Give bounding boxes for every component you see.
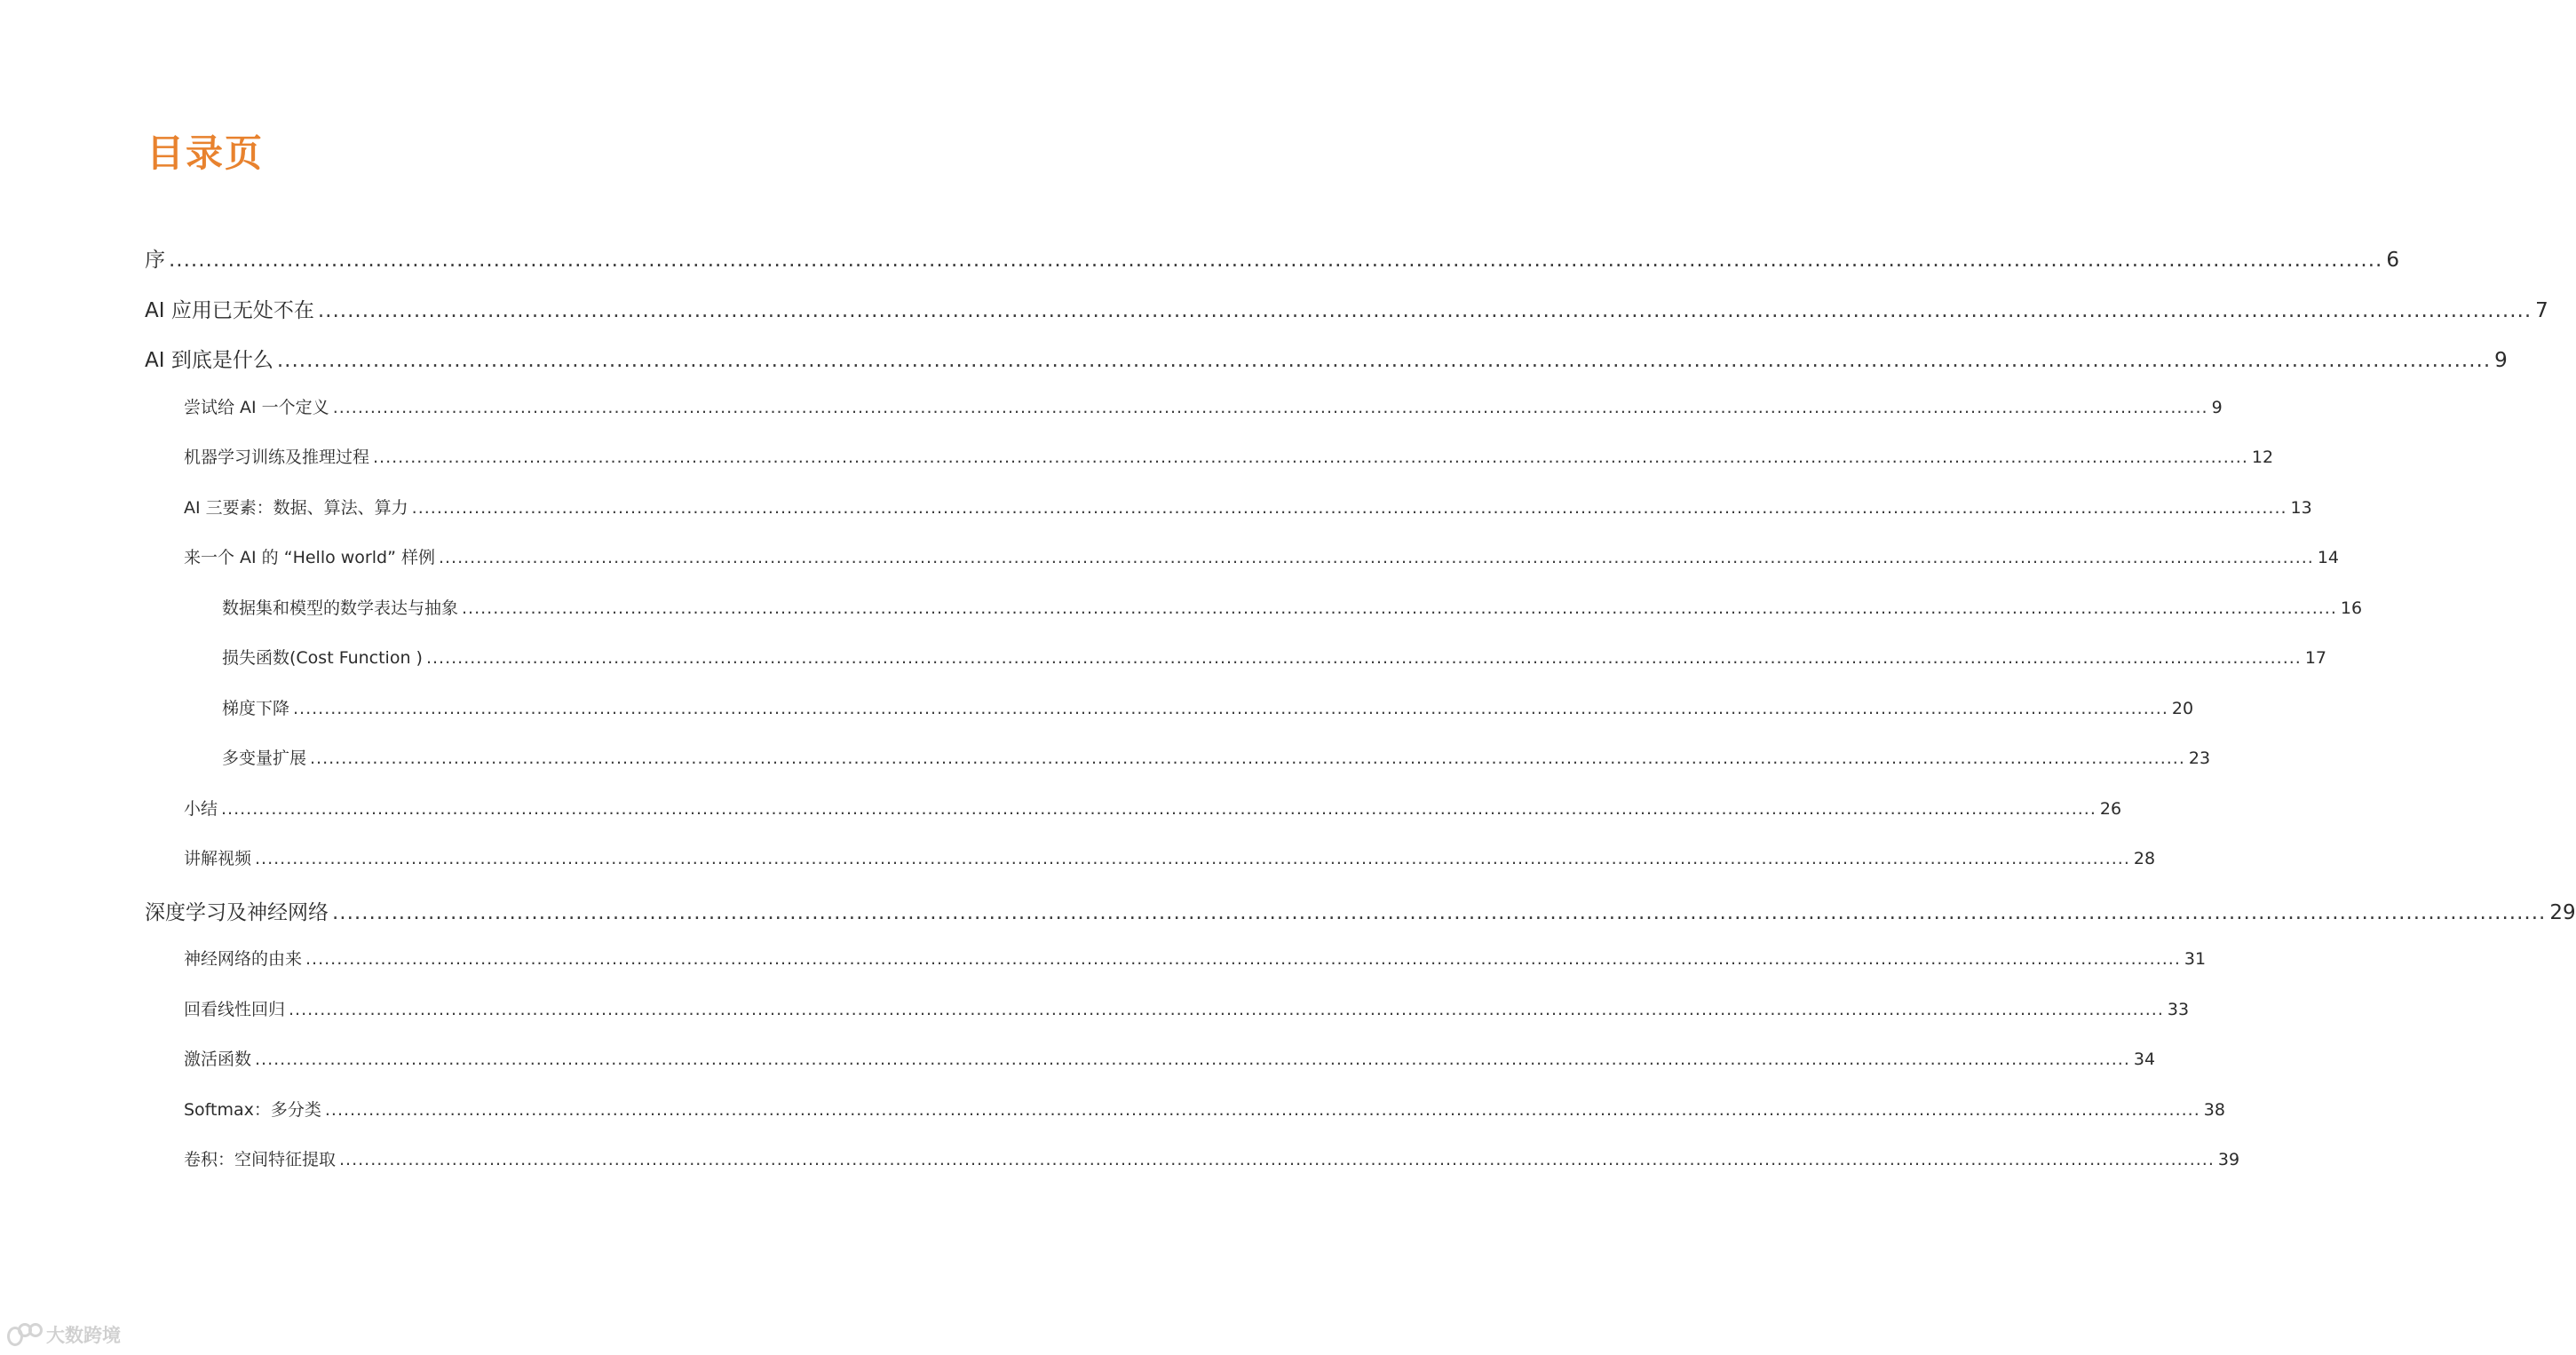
toc-entry[interactable] [184,796,2122,820]
dot-leader: ............................................................................................................................................................................................................................................................................................................ [339,1150,2215,1169]
toc-entry-label: 卷积：空间特征提取 [184,1150,337,1169]
dot-leader: ............................................................................................................................................................................................................................................................................................................ [332,398,2208,417]
toc-entry-page-number: 26 [2099,799,2122,819]
toc-entry[interactable] [184,444,2274,468]
toc-entry-label: 机器学习训练及推理过程 [184,448,370,467]
dot-leader: ............................................................................................................................................................................................................................................................................................................ [293,699,2168,718]
dot-leader: ............................................................................................................................................................................................................................................................................................................ [438,548,2314,567]
dot-leader: ............................................................................................................................................................................................................................................................................................................ [276,349,2492,372]
toc-entry[interactable] [184,394,2223,418]
toc-entry-label: 激活函数 [184,1050,252,1069]
toc-entry-label: 梯度下降 [222,699,290,718]
toc-entry[interactable] [145,294,2548,323]
toc-entry[interactable] [145,896,2576,925]
toc-entry-page-number: 13 [2290,498,2312,518]
toc-entry-label: 深度学习及神经网络 [145,901,329,924]
toc-entry[interactable] [222,745,2211,769]
dot-leader: ............................................................................................................................................................................................................................................................................................................ [317,299,2532,322]
toc-entry-label: Softmax：多分类 [184,1100,321,1120]
toc-entry-page-number: 17 [2304,648,2327,668]
toc-entry-page-number: 29 [2549,901,2576,924]
toc-entry-page-number: 28 [2133,849,2156,868]
toc-entry-page-number: 16 [2340,598,2363,618]
toc-entry[interactable] [222,595,2363,619]
dot-leader: ............................................................................................................................................................................................................................................................................................................ [462,598,2337,618]
toc-entry[interactable] [184,946,2207,970]
toc-entry[interactable] [222,645,2327,669]
toc-entry-label: 数据集和模型的数学表达与抽象 [222,598,459,618]
toc-entry-label: 损失函数(Cost Function ) [222,648,423,668]
dot-leader: ............................................................................................................................................................................................................................................................................................................ [373,448,2248,467]
dot-leader: ............................................................................................................................................................................................................................................................................................................ [324,1100,2200,1120]
toc-entry-page-number: 31 [2184,949,2207,969]
toc-entry-page-number: 9 [2211,398,2223,417]
watermark-text: 大数跨境 [46,1325,121,1346]
toc-entry-label: 多变量扩展 [222,749,307,768]
toc-entry-label: 尝试给 AI 一个定义 [184,398,329,417]
toc-entry-page-number: 23 [2188,749,2211,768]
dot-leader: ............................................................................................................................................................................................................................................................................................................ [332,901,2547,924]
toc-entry-page-number: 33 [2167,1000,2190,1019]
toc-entry[interactable] [184,996,2190,1020]
toc-entry-page-number: 39 [2217,1150,2240,1169]
dot-leader: ............................................................................................................................................................................................................................................................................................................ [255,1050,2130,1069]
toc-entry-label: 讲解视频 [184,849,252,868]
toc-entry-label: 序 [145,249,165,272]
toc-entry-label: AI 三要素：数据、算法、算力 [184,498,408,518]
toc-entry-label: 来一个 AI 的 “Hello world” 样例 [184,548,435,567]
toc-entry[interactable] [184,495,2312,519]
dot-leader: ............................................................................................................................................................................................................................................................................................................ [255,849,2130,868]
toc-entry[interactable] [184,845,2156,869]
dot-leader: ............................................................................................................................................................................................................................................................................................................ [425,648,2302,668]
watermark [7,1321,121,1348]
toc-entry[interactable] [145,344,2508,373]
logo-icon [7,1323,41,1346]
dot-leader: ............................................................................................................................................................................................................................................................................................................ [221,799,2096,819]
toc-entry-page-number: 38 [2203,1100,2225,1120]
toc-entry-label: AI 应用已无处不在 [145,299,314,322]
dot-leader: ............................................................................................................................................................................................................................................................................................................ [411,498,2287,518]
toc-entry[interactable] [184,1097,2225,1121]
dot-leader: ............................................................................................................................................................................................................................................................................................................ [305,949,2181,969]
toc-entry[interactable] [184,544,2340,568]
toc-entry-page-number: 9 [2494,349,2508,372]
toc-entry-page-number: 12 [2251,448,2274,467]
toc-entry[interactable] [184,1046,2156,1070]
toc-entry[interactable] [145,243,2399,273]
toc-entry-page-number: 14 [2317,548,2340,567]
toc-entry-page-number: 34 [2133,1050,2156,1069]
dot-leader: ............................................................................................................................................................................................................................................................................................................ [289,1000,2164,1019]
dot-leader: ............................................................................................................................................................................................................................................................................................................ [310,749,2185,768]
toc-entry-label: 小结 [184,799,218,819]
dot-leader: ............................................................................................................................................................................................................................................................................................................ [169,249,2383,272]
toc-entry[interactable] [184,1146,2240,1170]
toc-entry-page-number: 7 [2535,299,2548,322]
toc-entry-page-number: 20 [2171,699,2194,718]
toc-entry-page-number: 6 [2386,249,2399,272]
toc-entry-label: 神经网络的由来 [184,949,303,969]
toc-entry[interactable] [222,695,2194,719]
toc-entry-label: AI 到底是什么 [145,349,273,372]
page-title: 目录页 [147,131,265,175]
toc-entry-label: 回看线性回归 [184,1000,286,1019]
